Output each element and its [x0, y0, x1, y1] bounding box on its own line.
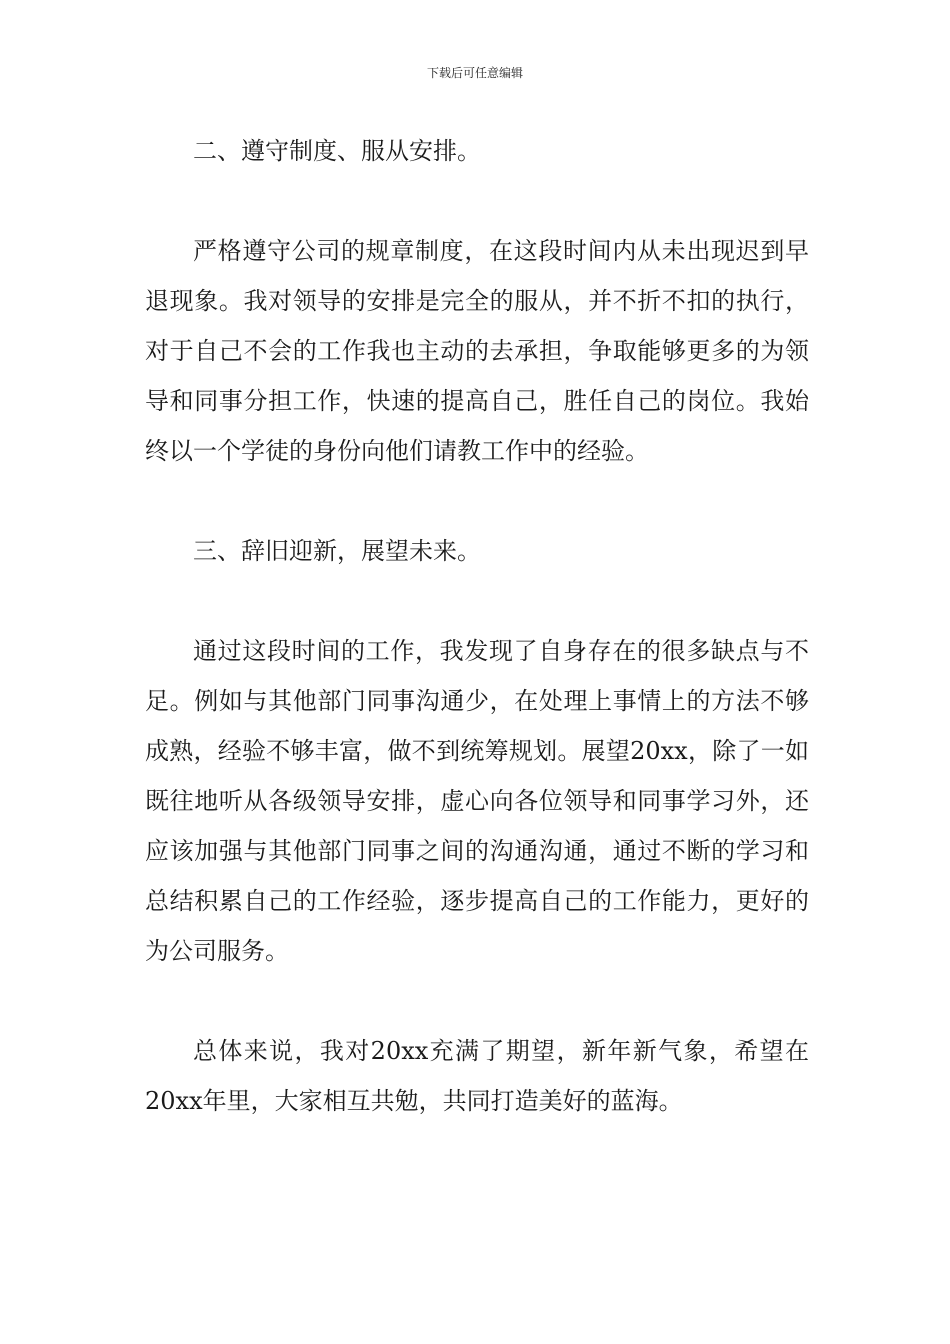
paragraph-outlook: 通过这段时间的工作，我发现了自身存在的很多缺点与不足。例如与其他部门同事沟通少，在处理上事情上的方法不够成熟，经验不够丰富，做不到统筹规划。展望20xx，除了一如既往地听从各级领导安排，虚心向各位领导和同事学习外，还应该加强与其他部门同事之间的沟通沟通，通过不断的学习和总结积累自己的工作经验，逐步提高自己的工作能力，更好的为公司服务。	[145, 637, 809, 965]
document-body	[145, 126, 809, 1126]
section-heading-2: 二、遵守制度、服从安排。	[193, 137, 481, 165]
paragraph-rules: 严格遵守公司的规章制度，在这段时间内从未出现迟到早退现象。我对领导的安排是完全的服从，并不折不扣的执行，对于自己不会的工作我也主动的去承担，争取能够更多的为领导和同事分担工作，快速的提高自己，胜任自己的岗位。我始终以一个学徒的身份向他们请教工作中的经验。	[145, 237, 809, 465]
paragraph-summary: 总体来说，我对20xx充满了期望，新年新气象，希望在20xx年里，大家相互共勉，共同打造美好的蓝海。	[145, 1037, 809, 1115]
paragraph-gap	[145, 476, 809, 526]
paragraph-gap	[145, 976, 809, 1026]
section-heading-3: 三、辞旧迎新，展望未来。	[193, 537, 481, 565]
page-header: 下载后可任意编辑	[426, 66, 523, 80]
paragraph-gap	[145, 176, 809, 226]
paragraph-gap	[145, 576, 809, 626]
